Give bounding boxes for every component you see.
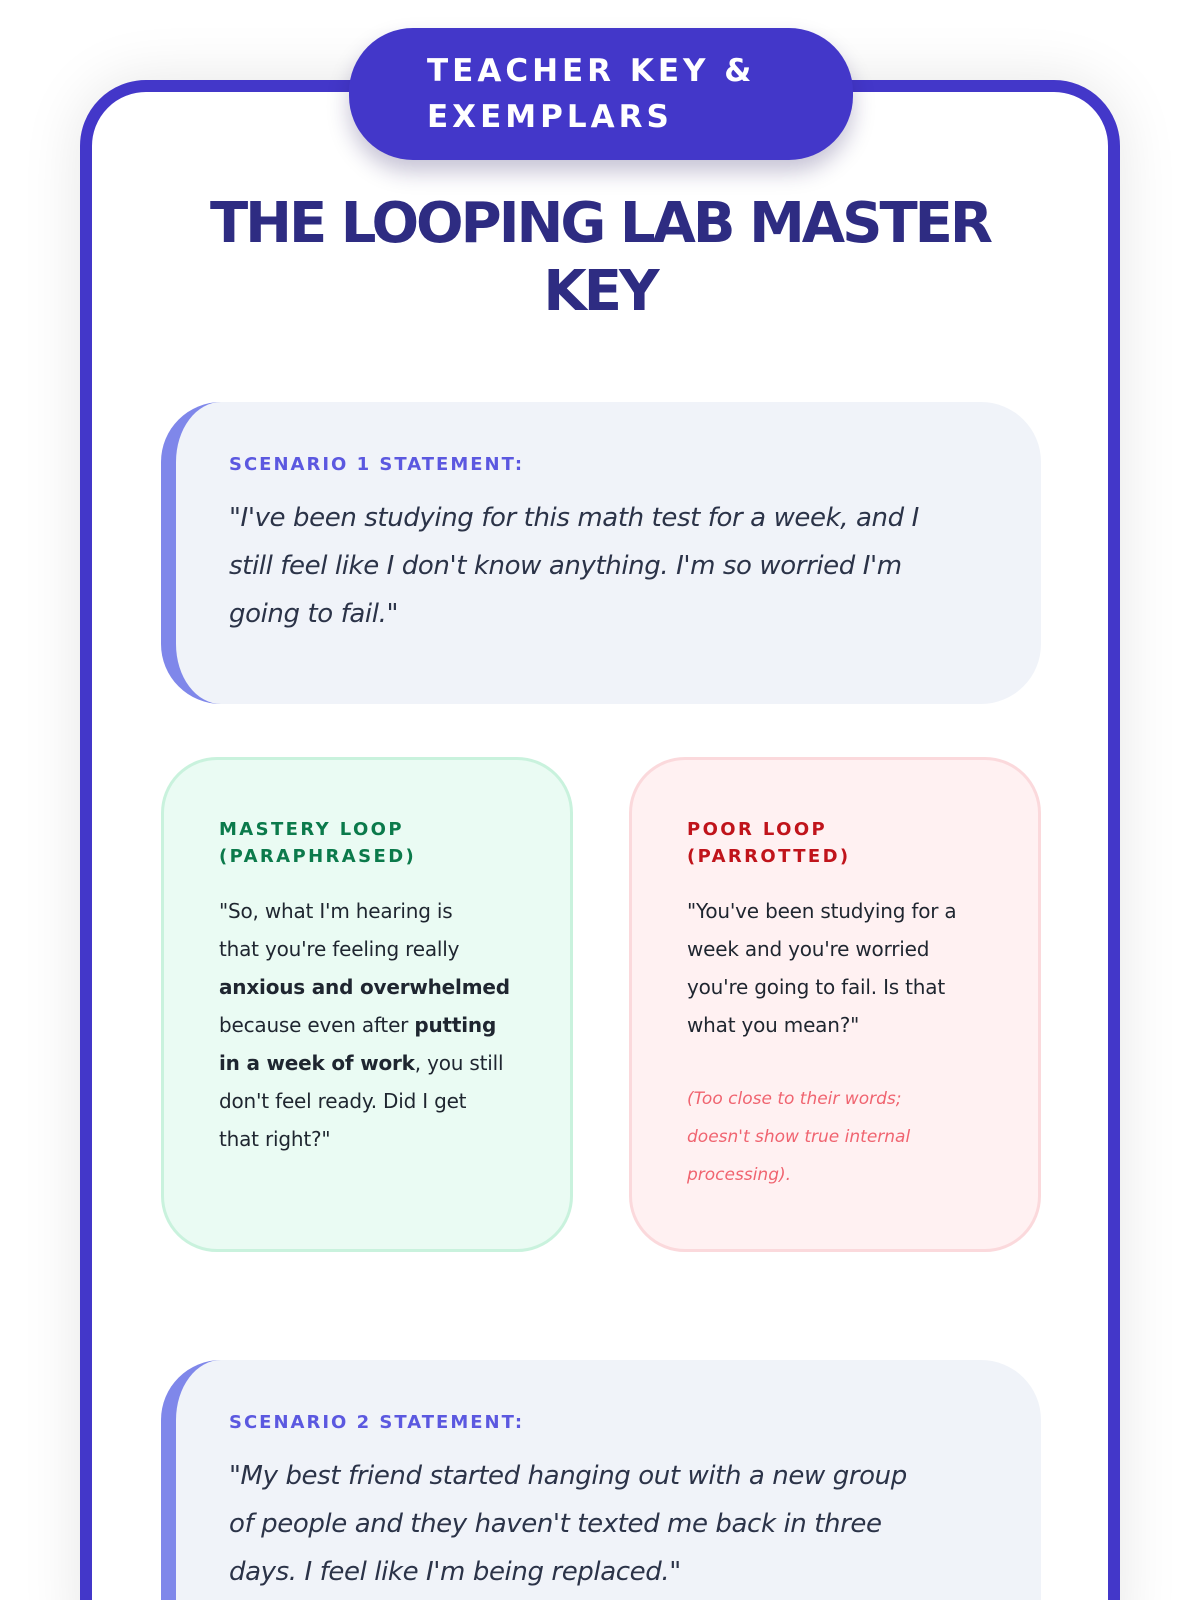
body-line: [219, 1044, 540, 1082]
title-line-2: KEY: [543, 259, 657, 324]
mastery-loop-card: [161, 757, 573, 1252]
body-fragment: because even after: [219, 1013, 415, 1037]
heading-line: POOR LOOP: [687, 819, 828, 840]
heading-line: (PARROTTED): [687, 846, 851, 867]
mastery-loop-text: [219, 892, 540, 1158]
scenario-1-quote: [229, 494, 1001, 638]
body-line: that right?": [219, 1127, 331, 1151]
quote-line: going to fail.": [229, 599, 399, 629]
quote-line: of people and they haven't texted me back in three: [229, 1509, 882, 1539]
body-line: week and you're worried: [687, 937, 930, 961]
body-line: "You've been studying for a: [687, 899, 957, 923]
poor-loop-heading: [687, 816, 1008, 870]
body-fragment: , you still: [414, 1051, 504, 1075]
heading-line: MASTERY LOOP: [219, 819, 404, 840]
emphasis: anxious and overwhelmed: [219, 975, 510, 999]
scenario-1-label: SCENARIO 1 STATEMENT:: [229, 454, 525, 475]
quote-line: "I've been studying for this math test for a week, and I: [229, 503, 919, 533]
page-title: [160, 190, 1040, 326]
title-line-1: THE LOOPING LAB MASTER: [209, 191, 991, 256]
emphasis: in a week of work: [219, 1051, 415, 1075]
teacher-key-badge: [349, 28, 853, 160]
note-line: (Too close to their words;: [687, 1089, 902, 1109]
scenario-2-quote: [229, 1452, 1001, 1596]
quote-line: days. I feel like I'm being replaced.": [229, 1557, 681, 1587]
scenario-2-card: [161, 1360, 1041, 1600]
body-line: what you mean?": [687, 1013, 860, 1037]
heading-line: (PARAPHRASED): [219, 846, 417, 867]
poor-loop-text: [687, 892, 1008, 1044]
scenario-1-card: [161, 402, 1041, 704]
badge-line-2: EXEMPLARS: [427, 99, 673, 135]
body-line-bold: [219, 968, 540, 1006]
note-line: doesn't show true internal: [687, 1127, 911, 1147]
body-line: you're going to fail. Is that: [687, 975, 945, 999]
body-line: that you're feeling really: [219, 937, 460, 961]
body-line: don't feel ready. Did I get: [219, 1089, 467, 1113]
quote-line: "My best friend started hanging out with a new group: [229, 1461, 907, 1491]
note-line: processing).: [687, 1165, 792, 1185]
poor-loop-card: [629, 757, 1041, 1252]
body-line: [219, 1006, 540, 1044]
emphasis: putting: [414, 1013, 497, 1037]
badge-line-1: TEACHER KEY &: [427, 53, 756, 89]
body-line: "So, what I'm hearing is: [219, 899, 453, 923]
poor-loop-note: [687, 1080, 1008, 1194]
mastery-loop-heading: [219, 816, 540, 870]
scenario-2-label: SCENARIO 2 STATEMENT:: [229, 1412, 525, 1433]
quote-line: still feel like I don't know anything. I'm so worried I'm: [229, 551, 902, 581]
